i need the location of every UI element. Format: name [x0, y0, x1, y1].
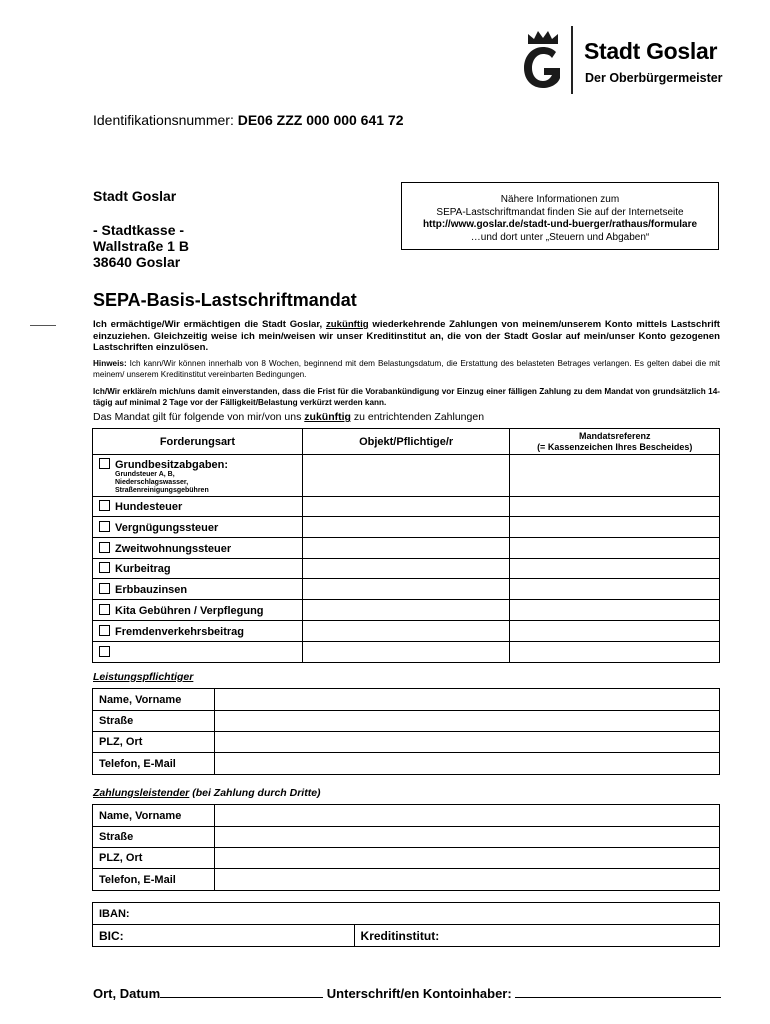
- checkbox[interactable]: [99, 458, 110, 469]
- claim-detail-1: Grundsteuer A, B,: [115, 471, 175, 478]
- mandate-text-b: wiederkehrende Zahlungen von meinem/unserem Konto mittels Lastschrift einzuziehen. Gleichzeitig weise ich mein/weisen wir unser Kreditinstitut an, die von der Stadt Goslar auf mein/unser Konto gezogenen Lastschriften einzulösen.: [93, 319, 720, 353]
- table-row: [93, 497, 720, 517]
- table-row: [93, 579, 720, 600]
- applies-text-future: zukünftig: [304, 411, 351, 423]
- credit-institute-field[interactable]: Kreditinstitut:: [354, 925, 719, 947]
- third-party-section-title: [93, 787, 321, 799]
- checkbox[interactable]: [99, 542, 110, 553]
- claim-type-label: Grundbesitzabgaben:: [115, 459, 229, 471]
- checkbox[interactable]: [99, 521, 110, 532]
- place-date-input[interactable]: [160, 985, 323, 998]
- payer-field-label: Name, Vorname: [93, 689, 215, 711]
- signature-input[interactable]: [515, 985, 721, 998]
- claims-header-row: [93, 429, 720, 455]
- mandate-text-a: Ich ermächtige/Wir ermächtigen die Stadt Goslar,: [93, 319, 326, 330]
- claim-type-label: Kurbeitrag: [115, 563, 171, 575]
- payer-field-label: Telefon, E-Mail: [93, 753, 215, 775]
- recipient-line-3: Wallstraße 1 B: [93, 238, 189, 254]
- object-input[interactable]: [302, 538, 510, 559]
- identification-value: DE06 ZZZ 000 000 641 72: [237, 112, 404, 128]
- claim-detail-2: Niederschlagswasser,: [115, 479, 189, 486]
- object-input[interactable]: [302, 455, 510, 497]
- payer-row: [93, 732, 720, 753]
- header-mandate-reference-line1: Mandatsreferenz: [578, 430, 651, 441]
- object-input[interactable]: [302, 600, 510, 621]
- table-row: [93, 538, 720, 559]
- city-logo-icon: [518, 28, 568, 92]
- claim-type-label: Fremdenverkehrsbeitrag: [115, 625, 244, 638]
- place-date-label: Ort, Datum: [93, 986, 161, 1001]
- logo-divider: [571, 26, 573, 94]
- checkbox[interactable]: [99, 625, 110, 636]
- object-input[interactable]: [302, 559, 510, 579]
- reference-input[interactable]: [510, 517, 720, 538]
- reference-input[interactable]: [510, 579, 720, 600]
- info-link[interactable]: http://www.goslar.de/stadt-und-buerger/rathaus/formulare: [422, 219, 698, 230]
- applies-paragraph: [93, 412, 720, 424]
- info-box: [401, 182, 719, 250]
- claim-type-label: Vergnügungssteuer: [115, 521, 219, 534]
- claim-type-cell: [93, 497, 303, 517]
- third-party-field-label: PLZ, Ort: [93, 848, 215, 869]
- object-input[interactable]: [302, 497, 510, 517]
- reference-input[interactable]: [510, 497, 720, 517]
- reference-input[interactable]: [510, 642, 720, 663]
- claim-type-cell: [93, 579, 303, 600]
- claim-type-cell: [93, 559, 303, 579]
- table-row: [93, 621, 720, 642]
- third-party-row: [93, 827, 720, 848]
- payer-row: [93, 753, 720, 775]
- info-line-4: …und dort unter „Steuern und Abgaben“: [470, 231, 650, 243]
- payer-table: [92, 688, 720, 775]
- iban-field[interactable]: IBAN:: [93, 903, 720, 925]
- hint-label: Hinweis:: [93, 359, 127, 368]
- third-party-row: [93, 848, 720, 869]
- payer-field-label: Straße: [93, 711, 215, 732]
- third-party-field-label: Name, Vorname: [93, 805, 215, 827]
- third-party-field-label: Telefon, E-Mail: [93, 869, 215, 891]
- header-mandate-reference-line2: (= Kassenzeichen Ihres Bescheides): [537, 441, 693, 452]
- reference-input[interactable]: [510, 621, 720, 642]
- claim-type-cell: [93, 455, 303, 497]
- payer-section-title: [93, 671, 193, 683]
- third-party-title-note: (bei Zahlung durch Dritte): [189, 787, 321, 799]
- object-input[interactable]: [302, 579, 510, 600]
- payer-city-input[interactable]: [214, 732, 719, 753]
- signature-line: [93, 985, 721, 1001]
- checkbox[interactable]: [99, 562, 110, 573]
- notice-paragraph: Ich/Wir erkläre/n mich/uns damit einverstanden, dass die Frist für die Vorabankündigung vor Einzug einer fälligen Zahlung zu dem Mandat von grundsätzlich 14-tägig auf minimal 2 Tage vor der Fälligkeit/Belastung verkürzt werden kann.: [93, 387, 720, 407]
- checkbox[interactable]: [99, 646, 110, 657]
- claim-type-label: Hundesteuer: [115, 501, 183, 513]
- hint-paragraph: [93, 358, 720, 380]
- identification-number: [93, 112, 404, 128]
- third-party-row: [93, 805, 720, 827]
- info-line-2: SEPA-Lastschriftmandat finden Sie auf der Internetseite: [436, 206, 684, 218]
- object-input[interactable]: [302, 621, 510, 642]
- claim-type-cell: [93, 517, 303, 538]
- header-object: Objekt/Pflichtige/r: [302, 429, 510, 455]
- payer-row: [93, 689, 720, 711]
- third-party-contact-input[interactable]: [214, 869, 719, 891]
- claim-type-cell: [93, 642, 303, 663]
- payer-title: Leistungspflichtiger: [93, 671, 194, 683]
- reference-input[interactable]: [510, 538, 720, 559]
- claim-type-cell: [93, 600, 303, 621]
- claim-type-label: Zweitwohnungssteuer: [115, 542, 232, 555]
- third-party-row: [93, 869, 720, 891]
- third-party-street-input[interactable]: [214, 827, 719, 848]
- checkbox[interactable]: [99, 583, 110, 594]
- claims-table: [92, 428, 720, 663]
- logo-subtitle: Der Oberbürgermeister: [585, 71, 723, 85]
- table-row: [93, 642, 720, 663]
- table-row: [93, 559, 720, 579]
- fold-mark: [30, 325, 56, 326]
- payer-row: [93, 711, 720, 732]
- reference-input[interactable]: [510, 455, 720, 497]
- table-row: [93, 517, 720, 538]
- third-party-city-input[interactable]: [214, 848, 719, 869]
- bank-table: [92, 902, 720, 947]
- applies-text-a: Das Mandat gilt für folgende von mir/von uns: [93, 411, 305, 423]
- info-line-1: Nähere Informationen zum: [500, 194, 620, 205]
- bic-row: [93, 925, 720, 947]
- identification-label: Identifikationsnummer:: [93, 112, 234, 128]
- recipient-line-4: 38640 Goslar: [93, 254, 181, 270]
- table-row: [93, 455, 720, 497]
- third-party-name-input[interactable]: [214, 805, 719, 827]
- payer-name-input[interactable]: [214, 689, 719, 711]
- recipient-line-2: - Stadtkasse -: [93, 222, 185, 238]
- header-mandate-reference: [510, 429, 720, 455]
- claim-type-cell: [93, 621, 303, 642]
- payer-field-label: PLZ, Ort: [93, 732, 215, 753]
- logo-name: Stadt Goslar: [584, 38, 718, 64]
- claim-type-label-wrap: [93, 458, 302, 471]
- claim-type-label: Kita Gebühren / Verpflegung: [115, 604, 264, 617]
- header-claim-type: Forderungsart: [93, 429, 303, 455]
- reference-input[interactable]: [510, 600, 720, 621]
- claim-type-cell: [93, 538, 303, 559]
- hint-text: Ich kann/Wir können innerhalb von 8 Wochen, beginnend mit dem Belastungsdatum, die Erstattung des belasteten Betrages verlangen. Es gelten dabei die mit meinem/ unserem Kreditinstitut vereinbarten Bedingungen.: [93, 359, 720, 379]
- mandate-paragraph: [93, 319, 720, 354]
- payer-contact-input[interactable]: [214, 753, 719, 775]
- third-party-field-label: Straße: [93, 827, 215, 848]
- mandate-text-future: zukünftig: [325, 319, 369, 330]
- checkbox[interactable]: [99, 604, 110, 615]
- recipient-line-1: Stadt Goslar: [93, 188, 177, 204]
- claim-detail-3: Straßenreinigungsgebühren: [115, 487, 209, 494]
- object-input[interactable]: [302, 642, 510, 663]
- claim-type-label: Erbbauzinsen: [115, 583, 188, 596]
- object-input[interactable]: [302, 517, 510, 538]
- bic-field[interactable]: BIC:: [93, 925, 355, 947]
- form-title: SEPA-Basis-Lastschriftmandat: [93, 290, 357, 310]
- applies-text-b: zu entrichtenden Zahlungen: [350, 411, 485, 423]
- checkbox[interactable]: [99, 500, 110, 511]
- payer-street-input[interactable]: [214, 711, 719, 732]
- iban-row: [93, 903, 720, 925]
- third-party-title: Zahlungsleistender: [93, 787, 190, 799]
- reference-input[interactable]: [510, 559, 720, 579]
- third-party-table: [92, 804, 720, 891]
- table-row: [93, 600, 720, 621]
- signature-label: Unterschrift/en Kontoinhaber:: [326, 986, 512, 1001]
